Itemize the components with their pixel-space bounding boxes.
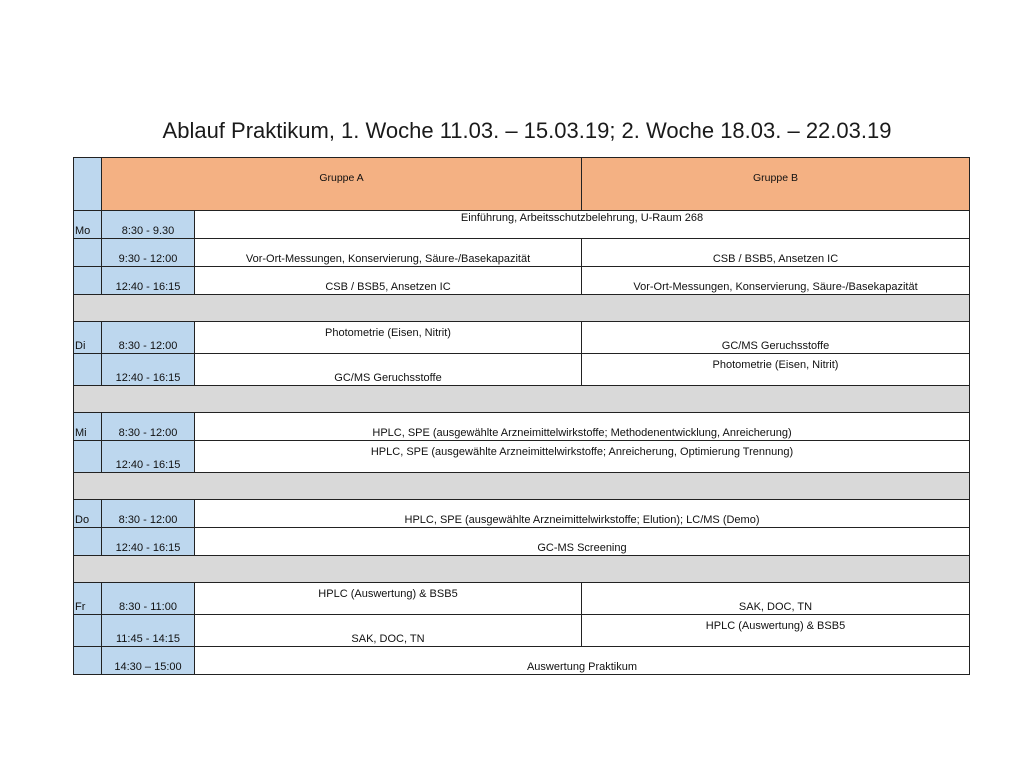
- separator-cell: [74, 386, 970, 413]
- time-cell: 8:30 - 11:00: [102, 583, 195, 615]
- time-cell: 8:30 - 12:00: [102, 413, 195, 441]
- day-cell-empty: [74, 441, 102, 473]
- day-label-mo: Mo: [74, 211, 102, 239]
- schedule-table: [73, 157, 970, 675]
- table-row: [74, 211, 970, 239]
- activity-both: Einführung, Arbeitsschutzbelehrung, U-Raum 268: [195, 211, 970, 239]
- table-row: [74, 528, 970, 556]
- activity-group-a: HPLC (Auswertung) & BSB5: [195, 583, 582, 615]
- separator-cell: [74, 295, 970, 322]
- activity-both: HPLC, SPE (ausgewählte Arzneimittelwirkstoffe; Methodenentwicklung, Anreicherung): [195, 413, 970, 441]
- separator-row: [74, 386, 970, 413]
- header-group-a: Gruppe A: [102, 158, 582, 211]
- separator-row: [74, 556, 970, 583]
- separator-row: [74, 295, 970, 322]
- activity-group-a: SAK, DOC, TN: [195, 615, 582, 647]
- activity-group-a: GC/MS Geruchsstoffe: [195, 354, 582, 386]
- table-row: [74, 615, 970, 647]
- separator-cell: [74, 473, 970, 500]
- day-label-mi: Mi: [74, 413, 102, 441]
- day-label-fr: Fr: [74, 583, 102, 615]
- separator-cell: [74, 556, 970, 583]
- header-group-b: Gruppe B: [582, 158, 970, 211]
- day-cell-empty: [74, 647, 102, 675]
- day-cell-empty: [74, 239, 102, 267]
- activity-group-b: CSB / BSB5, Ansetzen IC: [582, 239, 970, 267]
- time-cell: 8:30 - 12:00: [102, 500, 195, 528]
- header-day-cell: [74, 158, 102, 211]
- activity-group-b: GC/MS Geruchsstoffe: [582, 322, 970, 354]
- table-row: [74, 354, 970, 386]
- time-cell: 9:30 - 12:00: [102, 239, 195, 267]
- activity-both: GC-MS Screening: [195, 528, 970, 556]
- table-row: [74, 413, 970, 441]
- activity-group-a: Vor-Ort-Messungen, Konservierung, Säure-/Basekapazität: [195, 239, 582, 267]
- activity-group-a: Photometrie (Eisen, Nitrit): [195, 322, 582, 354]
- activity-group-b: SAK, DOC, TN: [582, 583, 970, 615]
- day-cell-empty: [74, 267, 102, 295]
- time-cell: 12:40 - 16:15: [102, 528, 195, 556]
- activity-group-b: Photometrie (Eisen, Nitrit): [582, 354, 970, 386]
- separator-row: [74, 473, 970, 500]
- table-row: [74, 647, 970, 675]
- table-row: [74, 500, 970, 528]
- header-row: [74, 158, 970, 211]
- day-cell-empty: [74, 615, 102, 647]
- activity-group-a: CSB / BSB5, Ansetzen IC: [195, 267, 582, 295]
- table-row: [74, 583, 970, 615]
- day-cell-empty: [74, 354, 102, 386]
- day-label-do: Do: [74, 500, 102, 528]
- table-row: [74, 441, 970, 473]
- time-cell: 12:40 - 16:15: [102, 441, 195, 473]
- activity-both: HPLC, SPE (ausgewählte Arzneimittelwirkstoffe; Anreicherung, Optimierung Trennung): [195, 441, 970, 473]
- time-cell: 11:45 - 14:15: [102, 615, 195, 647]
- time-cell: 12:40 - 16:15: [102, 267, 195, 295]
- day-cell-empty: [74, 528, 102, 556]
- time-cell: 8:30 - 9.30: [102, 211, 195, 239]
- table-row: [74, 267, 970, 295]
- activity-group-b: Vor-Ort-Messungen, Konservierung, Säure-/Basekapazität: [582, 267, 970, 295]
- time-cell: 8:30 - 12:00: [102, 322, 195, 354]
- day-label-di: Di: [74, 322, 102, 354]
- table-row: [74, 239, 970, 267]
- activity-both: HPLC, SPE (ausgewählte Arzneimittelwirkstoffe; Elution); LC/MS (Demo): [195, 500, 970, 528]
- time-cell: 14:30 – 15:00: [102, 647, 195, 675]
- table-row: [74, 322, 970, 354]
- activity-both: Auswertung Praktikum: [195, 647, 970, 675]
- time-cell: 12:40 - 16:15: [102, 354, 195, 386]
- activity-group-b: HPLC (Auswertung) & BSB5: [582, 615, 970, 647]
- page-title: Ablauf Praktikum, 1. Woche 11.03. – 15.03.19; 2. Woche 18.03. – 22.03.19: [162, 118, 892, 143]
